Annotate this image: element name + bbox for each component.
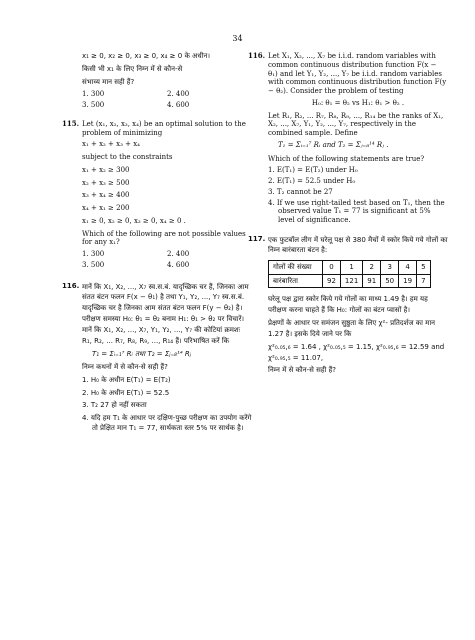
- options: [82, 250, 252, 272]
- table-row-header: गोलों की संख्या: [269, 260, 323, 274]
- options: [82, 375, 252, 434]
- question-text-2: घरेलू पक्ष द्वारा स्कोर किये गये गोलों का माध्य 1.49 है। हम यह परीक्षण करना चाहते हैं कि H₀: गोलों का बंटन प्वासों है।: [268, 295, 428, 314]
- question-number: 116.: [62, 281, 80, 290]
- constraint: x₄ + x₁ ≥ 200: [82, 204, 130, 212]
- option: 4. If we use right-tailed test based on T₁, then the observed value T₁ = 77 is significant at 5% level of significance.: [268, 198, 445, 224]
- table-row-header: बारंबारिता: [269, 274, 323, 288]
- option: 2. 400: [167, 90, 190, 99]
- question-115: [62, 120, 252, 272]
- question-117: [248, 235, 448, 375]
- question-text-2: Let R₁, R₂, ... R₇, R₈, R₉, ..., R₁₄ be the ranks of X₁, X₂, ..., X₇, Y₁, Y₂, ..., Y₇, respectively in the combined sample. Define: [268, 111, 444, 137]
- text-line: किसी भी x₁ के लिए निम्न में से कौन-से: [82, 64, 183, 73]
- table-cell: 0: [323, 260, 341, 274]
- question-text: मानें कि X₁, X₂, ..., X₇ स्व.स.बं. यादृच्छिक चर हैं, जिनका आम संतत बंटन फलन F(x − θ₁) है तथा Y₁, Y₂, ..., Y₇ स्व.स.बं. यादृच्छिक चर है जिनका आम संतत बंटन फलन F(y − θ₂) है। परीक्षण समस्या H₀: θ₁ = θ₂ बनाम H₁: θ₁ > θ₂ पर विचारें। मानें कि X₁, X₂, ..., X₇, Y₁, Y₂, ..., Y₇ की कोटियां क्रमशः R₁, R₂, ... R₇, R₈, R₉, ..., R₁₄ हैं। परिभाषित करें कि: [82, 282, 249, 345]
- question-prompt: Which of the following statements are true?: [268, 154, 425, 163]
- option: 2. 400: [167, 250, 190, 258]
- right-column: [248, 52, 448, 381]
- option: 4. 600: [167, 101, 190, 109]
- question-number: 117.: [248, 234, 266, 243]
- option: 2. H₀ के अधीन E(T₁) = 52.5: [82, 388, 170, 397]
- subject-to: subject to the constraints: [82, 153, 173, 161]
- option: 3. 500: [82, 101, 105, 109]
- constraint: x₂ + x₃ ≥ 500: [82, 178, 130, 187]
- option: 4. 600: [167, 260, 190, 269]
- table-cell: 92: [323, 274, 341, 288]
- frequency-table: [268, 260, 431, 289]
- table-cell: 19: [399, 274, 417, 288]
- options: [82, 90, 252, 112]
- question-text-3: प्रेक्षणों के आधार पर समंजन सुष्ठुता के लिए χ²- प्रतिदर्शज का मान 1.27 है। इसके दिये जाने पर कि: [268, 319, 436, 338]
- question-text: Let X₁, X₂, ..., X₇ be i.i.d. random variables with common continuous distribution function F(x − θ₁) and let Y₁, Y₂, ..., Y₇ be i.i.d. random variables with common continuous distribution function F(y − θ₂). Consider the problem of testing: [268, 52, 447, 95]
- formula: T₁ = Σᵢ₌₁⁷ Rᵢ and T₂ = Σⱼ₌₈¹⁴ Rⱼ .: [278, 140, 389, 149]
- objective: x₁ + x₂ + x₃ + x₄: [82, 140, 140, 149]
- table-cell: 2: [363, 260, 381, 274]
- chi-square-values: χ²₀.₀₅,₆ = 1.64 , χ²₀.₀₅,₅ = 1.15, χ²₀.₉₅,₆ = 12.59 and χ²₀.₉₅,₅ = 11.07,: [268, 343, 445, 362]
- option: 3. 500: [82, 260, 105, 269]
- constraint: x₁ + x₂ ≥ 300: [82, 165, 130, 174]
- table-cell: 7: [417, 274, 430, 288]
- table-cell: 50: [381, 274, 399, 288]
- question-116-hindi: [62, 282, 252, 434]
- option: 1. H₀ के अधीन E(T₁) = E(T₂): [82, 376, 171, 385]
- constraint: x₃ + x₄ ≥ 400: [82, 191, 130, 200]
- option: 2. E(T₁) = 52.5 under H₀: [268, 177, 356, 185]
- q114-continuation: [62, 52, 252, 112]
- table-cell: 5: [417, 260, 430, 274]
- formula: T₁ = Σᵢ₌₁⁷ Rᵢ तथा T₂ = Σⱼ₌₈¹⁴ Rⱼ: [92, 349, 191, 358]
- left-column: [62, 52, 252, 440]
- option: 1. 300: [82, 250, 105, 258]
- text-line: संभाव्य मान सही हैं?: [82, 77, 135, 86]
- table-cell: 3: [381, 260, 399, 274]
- table-row: [269, 260, 431, 274]
- table-row: [269, 274, 431, 288]
- question-prompt: Which of the following are not possible values for any x₁?: [82, 229, 246, 247]
- question-number: 116.: [248, 51, 266, 60]
- question-text: एक फुटबॉल लीग में घरेलू पक्ष से 380 मैचों में स्कोर किये गये गोलों का निम्न बारंबारता बंटन है:: [268, 235, 448, 255]
- question-116: [248, 52, 448, 225]
- option: 3. T₂ 27 हो नहीं सकता: [82, 401, 147, 410]
- option: 1. E(T₁) = E(T₂) under H₀: [268, 166, 358, 175]
- option: 1. 300: [82, 90, 105, 99]
- question-text: Let (x₁, x₂, x₃, x₄) be an optimal solution to the problem of minimizing: [82, 119, 246, 137]
- option: 4. यदि हम T₁ के आधार पर दक्षिण-पुच्छ परीक्षण का उपयोग करेंगे तो प्रेक्षित मान T₁ = 77, सार्थकता स्तर 5% पर सार्थक है।: [82, 413, 252, 433]
- table-cell: 1: [340, 260, 362, 274]
- question-number: 115.: [62, 118, 80, 128]
- text-line: x₁ ≥ 0, x₂ ≥ 0, x₃ ≥ 0, x₄ ≥ 0 के अधीन।: [82, 52, 211, 60]
- table-cell: 91: [363, 274, 381, 288]
- table-cell: 4: [399, 260, 417, 274]
- question-prompt: निम्न में से कौन-से सही हैं?: [268, 366, 337, 375]
- option: 3. T₂ cannot be 27: [268, 187, 333, 196]
- page-number: 34: [232, 34, 243, 43]
- question-prompt: निम्न कथनों में से कौन-से सही हैं?: [82, 363, 168, 372]
- hypothesis: H₀: θ₁ = θ₂ vs H₁: θ₁ > θ₂ .: [311, 98, 405, 107]
- options: [268, 166, 448, 225]
- constraint: x₁ ≥ 0, x₂ ≥ 0, x₃ ≥ 0, x₄ ≥ 0 .: [82, 216, 186, 225]
- table-cell: 121: [340, 274, 362, 288]
